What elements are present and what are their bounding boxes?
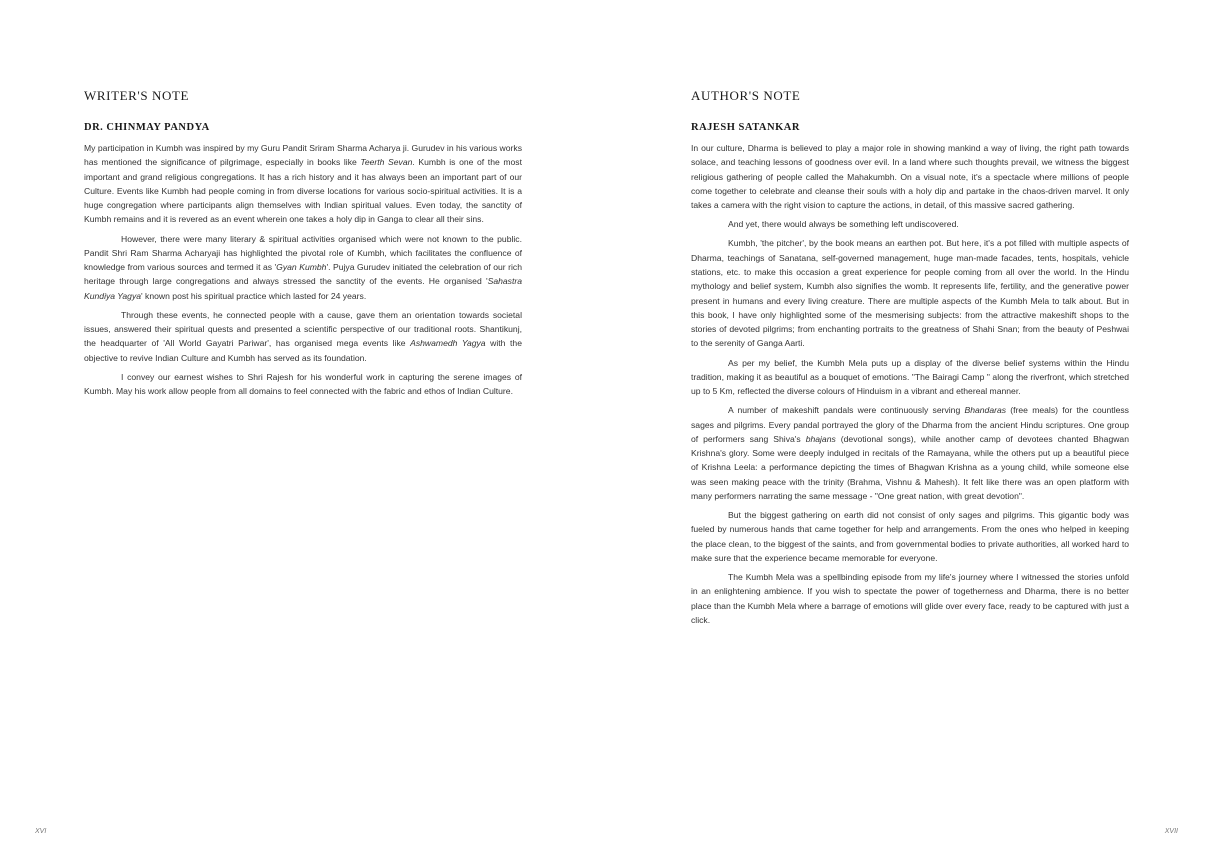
page-number: XVI [35,828,47,835]
page-number: XVII [1164,828,1178,835]
italic-term: Teerth Sevan [360,157,413,168]
author-name: DR. CHINMAY PANDYA [84,122,210,133]
paragraph: And yet, there would always be something left undiscovered. [728,219,959,230]
paragraph: The Kumbh Mela was a spellbinding episode from my life's journey where I witnessed the stories unfold in an enlightening ambience. If you wish to spectate the power of togetherness and Dharma, there is no better place than the Kumbh Mela where a barrage of emotions will glide over every face, ready to be captured with just a click. [691,572,1129,625]
note-body [84,141,522,403]
italic-term: bhajans [805,433,836,444]
paragraph: My participation in Kumbh was inspired by my Guru Pandit Sriram Sharma Acharya ji. Gurudev in his various works has mentioned the significance of pilgrimage, especially in books like Teerth Sevan. Kumbh is one of the most important and grand religious congregations. It has a rich history and it has always been an important part of our Culture. Events like Kumbh had people coming in from diverse locations for various socio-spiritual activities. It is a huge congregation where participants align themselves with Indian spiritual values. Even today, the sanctity of Kumbh remains and it is revered as an event wherein one takes a holy dip in Ganga to clear all their sins. [84,143,522,225]
paragraph: As per my belief, the Kumbh Mela puts up a display of the diverse belief systems within the Hindu tradition, making it as beautiful as a bouquet of emotions. "The Bairagi Camp " along the riverfront, which stretched up to 5 Km, reflected the diverse colours of Hinduism in a vibrant and ethereal manner. [691,357,1129,397]
paragraph: In our culture, Dharma is believed to play a major role in showing mankind a way of living, the right path towards solace, and teaching lessons of goodness over evil. In a land where such thoughts prevail, we witness the biggest religious gathering of people called the Mahakumbh. On a visual note, it's a spectacle where millions of people come together to celebrate and cleanse their souls with a holy dip and partake in the chaos-driven marvel. It only takes a camera with the right vision to capture the actions, in detail, of this massive sacred gathering. [691,143,1129,211]
italic-term: Sahastra Kundiya Yagya [84,276,522,301]
author-name: RAJESH SATANKAR [691,122,800,133]
italic-term: Ashwamedh Yagya [410,338,486,349]
italic-term: Gyan Kumbh [276,262,327,273]
page-heading: AUTHOR'S NOTE [691,88,801,103]
note-body [691,141,1129,632]
paragraph: However, there were many literary & spiritual activities organised which were not known to the public. Pandit Shri Ram Sharma Acharyaji has highlighted the pivotal role of Kumbh, which facilitates the confluence of knowledge from various sources and termed it as 'Gyan Kumbh'. Pujya Gurudev initiated the celebration of our rich heritage through large congregations and always stressed the sanctity of the events. He organised 'Sahastra Kundiya Yagya' known post his spiritual practice which lasted for 24 years. [84,233,522,301]
page-heading: WRITER'S NOTE [84,88,190,103]
italic-term: Bhandaras [964,405,1007,416]
paragraph: Kumbh, 'the pitcher', by the book means an earthen pot. But here, it's a pot filled with multiple aspects of Dharma, teachings of Sanatana, self-governed management, huge man-made facades, tents, hospitals, vehicle stations, etc. to make this occasion a great experience for people coming from all over the world. In the Hindu mythology and belief system, Kumbh also signifies the womb. It represents life, fertility, and the generative power present in humans and every living creature. There are multiple aspects of the Kumbh Mela to talk about. But in this book, I have only highlighted some of the mesmerising subjects: from the attractive makeshift shops to the stories of devoted pilgrims; from enchanting portraits to the greatness of Shahi Snan; from the beauty of Peshwai to the serenity of Ganga Aarti. [691,238,1129,349]
paragraph: But the biggest gathering on earth did not consist of only sages and pilgrims. This gigantic body was fueled by numerous hands that came together for help and arrangements. From the ones who helped in keeping the place clean, to the biggest of the saints, and from governmental bodies to private authorities, all worked hard to make sure that the experience became memorable for everyone. [691,510,1129,563]
paragraph: I convey our earnest wishes to Shri Rajesh for his wonderful work in capturing the serene images of Kumbh. May his work allow people from all domains to feel connected with the fabric and ethos of Indian Culture. [84,371,522,397]
paragraph: A number of makeshift pandals were continuously serving Bhandaras (free meals) for the countless sages and pilgrims. Every pandal portrayed the glory of the Dharma from the ancient Hindu scriptures. One group of performers sang Shiva's bhajans (devotional songs), while another camp of devotees chanted Bhagwan Krishna's glory. Some were deeply indulged in recitals of the Ramayana, while the others put up a beautiful piece of Krishna Leela: a performance depicting the times of Bhagwan Krishna as a young child, while someone else was seen making peace with the trinity (Brahma, Vishnu & Mahesh). It felt like there was an open platform with many performers narrating the same message - "One great nation, with great devotion". [691,405,1129,502]
paragraph: Through these events, he connected people with a cause, gave them an orientation towards societal issues, answered their spiritual quests and presented a scientific perspective of our traditional roots. Shantikunj, the headquarter of 'All World Gayatri Pariwar', has organised mega events like Ashwamedh Yagya with the objective to revive Indian Culture and Kumbh has served as its foundation. [84,309,522,363]
